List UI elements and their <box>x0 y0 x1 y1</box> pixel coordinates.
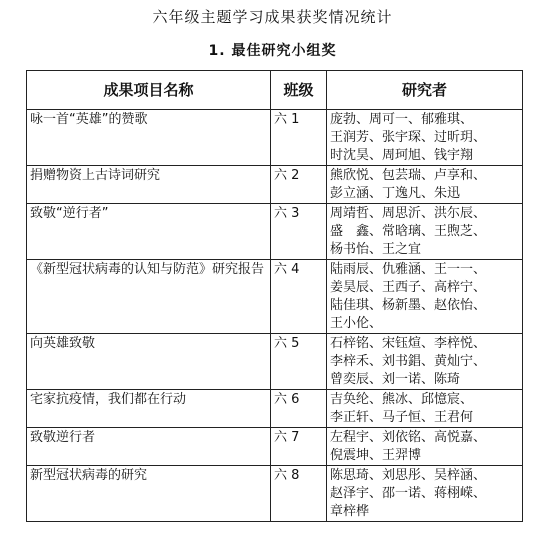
class-cell: 六 3 <box>271 204 327 260</box>
project-name-cell: 《新型冠状病毒的认知与防范》研究报告 <box>27 260 271 334</box>
column-header-class: 班级 <box>271 71 327 110</box>
class-cell: 六 8 <box>271 466 327 522</box>
researcher-names-line: 倪震坤、王羿博 <box>330 448 422 463</box>
researcher-names-line: 王润芳、张宇琛、过昕玥、 <box>330 130 487 145</box>
researchers-cell <box>327 204 523 260</box>
column-header-project: 成果项目名称 <box>27 71 271 110</box>
document-title: 六年级主题学习成果获奖情况统计 <box>152 8 393 26</box>
researcher-names-line: 盛 鑫、常晗璃、王煦芝、 <box>330 224 487 239</box>
project-name-cell: 咏一首“英雄”的赞歌 <box>27 110 271 166</box>
project-name-cell: 捐赠物资上古诗词研究 <box>27 166 271 204</box>
researcher-names-line: 李正轩、马子恒、王君何 <box>330 410 474 425</box>
researcher-names-line: 彭立涵、丁逸凡、朱迅 <box>330 186 461 201</box>
table-row <box>27 334 523 390</box>
researcher-names-line: 陈思琦、刘思彤、吴梓涵、 <box>330 468 487 483</box>
researcher-names-line: 吉奂纶、熊冰、邱憶宸、 <box>330 392 474 407</box>
researchers-cell <box>327 260 523 334</box>
researchers-cell <box>327 110 523 166</box>
table-row <box>27 390 523 428</box>
section-heading: 1. 最佳研究小组奖 <box>208 43 337 59</box>
researcher-names-line: 李梓禾、刘书錩、黄灿宁、 <box>330 354 487 369</box>
project-name-cell: 新型冠状病毒的研究 <box>27 466 271 522</box>
researcher-names-line: 王小伦、 <box>330 316 383 331</box>
project-name-cell: 致敬“逆行者” <box>27 204 271 260</box>
table-header-row <box>27 71 523 110</box>
researcher-names-line: 杨书怡、王之宜 <box>330 242 422 257</box>
researcher-names-line: 陆雨辰、仇雅涵、王一一、 <box>330 262 487 277</box>
researcher-names-line: 庞勃、周可一、郁雅琪、 <box>330 112 474 127</box>
researcher-names-line: 时沈昊、周珂旭、钱宇翔 <box>330 148 474 163</box>
class-cell: 六 2 <box>271 166 327 204</box>
class-cell: 六 5 <box>271 334 327 390</box>
class-cell: 六 6 <box>271 390 327 428</box>
researcher-names-line: 左程宇、刘依铭、高悦嘉、 <box>330 430 487 445</box>
researcher-names-line: 姜昊辰、王西子、高梓宁、 <box>330 280 487 295</box>
researchers-cell <box>327 166 523 204</box>
project-name-cell: 向英雄致敬 <box>27 334 271 390</box>
table-row <box>27 260 523 334</box>
project-name-cell: 宅家抗疫情，我们都在行动 <box>27 390 271 428</box>
table-row <box>27 166 523 204</box>
table-row <box>27 110 523 166</box>
column-header-researchers: 研究者 <box>327 71 523 110</box>
table-body <box>27 110 523 522</box>
awards-table <box>26 70 523 522</box>
project-name-cell: 致敬逆行者 <box>27 428 271 466</box>
researcher-names-line: 赵泽宇、邵一诺、蒋栩嵘、 <box>330 486 487 501</box>
researcher-names-line: 曾奕辰、刘一诺、陈琦 <box>330 372 461 387</box>
researchers-cell <box>327 334 523 390</box>
class-cell: 六 7 <box>271 428 327 466</box>
researcher-names-line: 章梓桦 <box>330 504 370 519</box>
researcher-names-line: 熊欣悦、包芸瑞、卢享和、 <box>330 168 487 183</box>
researchers-cell <box>327 428 523 466</box>
table-row <box>27 204 523 260</box>
class-cell: 六 4 <box>271 260 327 334</box>
researchers-cell <box>327 390 523 428</box>
class-cell: 六 1 <box>271 110 327 166</box>
researcher-names-line: 周靖哲、周思沂、洪尓辰、 <box>330 206 487 221</box>
researcher-names-line: 石梓铭、宋钰煊、李梓悦、 <box>330 336 487 351</box>
researcher-names-line: 陆佳琪、杨新墨、赵依怡、 <box>330 298 487 313</box>
table-row <box>27 428 523 466</box>
table-row <box>27 466 523 522</box>
researchers-cell <box>327 466 523 522</box>
